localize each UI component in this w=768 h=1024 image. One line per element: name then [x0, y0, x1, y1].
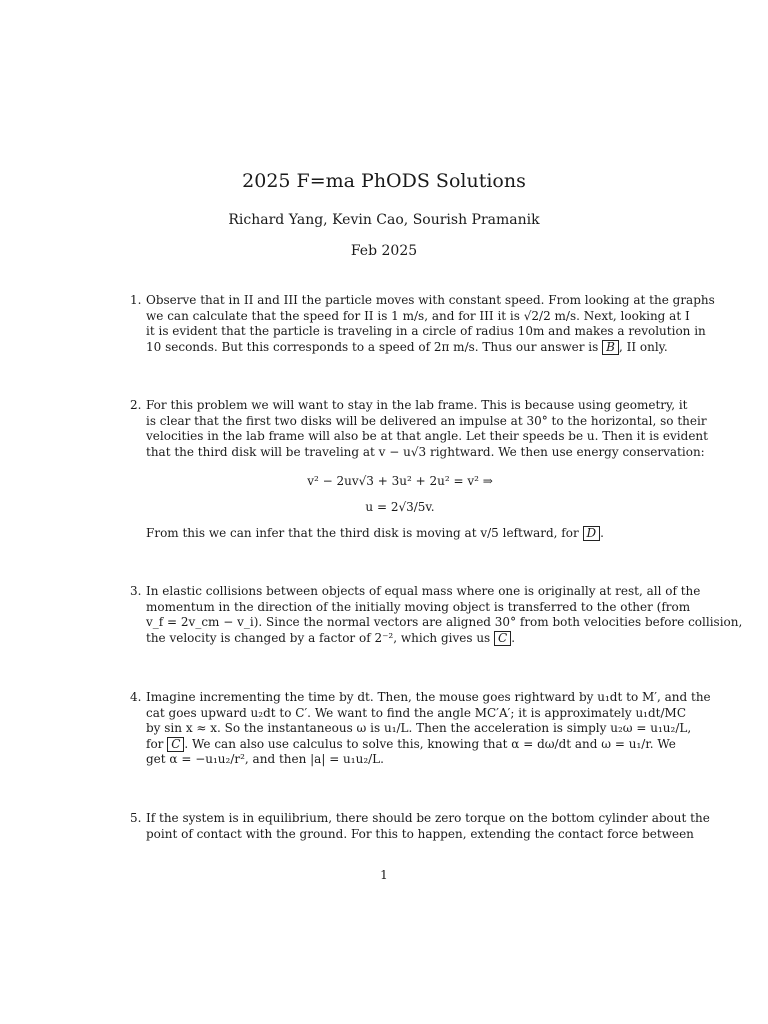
text-line: If the system is in equilibrium, there should be zero torque on the bottom cylinder about the	[146, 811, 710, 825]
text-line: is clear that the first two disks will be delivered an impulse at 30° to the horizontal, so their	[146, 413, 707, 428]
answer-box: B	[602, 340, 619, 355]
solution-text	[146, 584, 743, 646]
text-line: From this we can infer that the third disk is moving at v/5 leftward, for D .	[146, 525, 604, 540]
answer-box: D	[583, 526, 601, 541]
document-title: 2025 F=ma PhODS Solutions	[242, 170, 526, 192]
text-line: it is evident that the particle is traveling in a circle of radius 10m and makes a revolution in	[146, 324, 706, 339]
text-line: Observe that in II and III the particle moves with constant speed. From looking at the graphs	[146, 293, 715, 307]
text-line	[146, 339, 668, 356]
text-line: that the third disk will be traveling at v − u√3 rightward. We then use energy conservation:	[146, 444, 705, 459]
text-line: velocities in the lab frame will also be at that angle. Let their speeds be u. Then it is evident	[146, 429, 708, 444]
text-line: by sin x ≈ x. So the instantaneous ω is u₁/L. Then the acceleration is simply u₂ω = u₁u₂/L,	[146, 721, 692, 736]
text-fragment: for	[146, 736, 164, 751]
solution-number: 1.	[130, 293, 142, 307]
text-line: momentum in the direction of the initially moving object is transferred to the other (from	[146, 599, 691, 614]
text-fragment: 10 seconds. But this corresponds to a speed of 2π m/s. Thus our answer is	[146, 339, 599, 354]
solution-text	[146, 811, 710, 842]
text-fragment: From this we can infer that the third disk is moving at v/5 leftward, for	[146, 525, 579, 540]
equation-energy: v² − 2uv√3 + 3u² + 2u² = v² ⇒	[307, 474, 493, 489]
solution-text	[146, 398, 708, 541]
text-line: In elastic collisions between objects of equal mass where one is originally at rest, all of the	[146, 584, 701, 598]
text-fragment: , II only.	[618, 339, 668, 354]
solution-text	[146, 293, 715, 355]
solution-number: 4.	[130, 690, 142, 704]
text-line: Imagine incrementing the time by dt. Then, the mouse goes rightward by u₁dt to M′, and the	[146, 690, 711, 704]
solution-number: 3.	[130, 584, 142, 598]
text-line: the velocity is changed by a factor of 2⁻², which gives us C .	[146, 630, 516, 645]
solution-number: 2.	[130, 398, 142, 412]
answer-box: C	[494, 631, 511, 646]
document-date: Feb 2025	[350, 243, 418, 259]
text-line	[146, 736, 676, 753]
text-fragment: . We can also use calculus to solve this, knowing that α = dω/dt and ω = u₁/r. We	[184, 736, 676, 751]
text-line: get α = −u₁u₂/r², and then |a| = u₁u₂/L.	[146, 752, 384, 767]
page-number: 1	[380, 868, 388, 882]
text-line: we can calculate that the speed for II is 1 m/s, and for III it is √2/2 m/s. Next, looking at I	[146, 308, 690, 323]
text-line: point of contact with the ground. For this to happen, extending the contact force between	[146, 826, 694, 841]
equation-speed: u = 2√3/5v.	[365, 499, 435, 514]
solution-text	[146, 690, 711, 768]
text-fragment: the velocity is changed by a factor of 2⁻², which gives us	[146, 630, 491, 645]
text-line: For this problem we will want to stay in the lab frame. This is because using geometry, it	[146, 398, 688, 412]
text-line: v_f = 2v_cm − v_i). Since the normal vectors are aligned 30° from both velocities before collision,	[146, 615, 743, 630]
answer-box: C	[167, 737, 184, 752]
text-line: cat goes upward u₂dt to C′. We want to find the angle MC′A′; it is approximately u₁dt/MC	[146, 705, 687, 720]
author-list: Richard Yang, Kevin Cao, Sourish Pramanik	[228, 212, 540, 228]
solution-number: 5.	[130, 811, 142, 825]
